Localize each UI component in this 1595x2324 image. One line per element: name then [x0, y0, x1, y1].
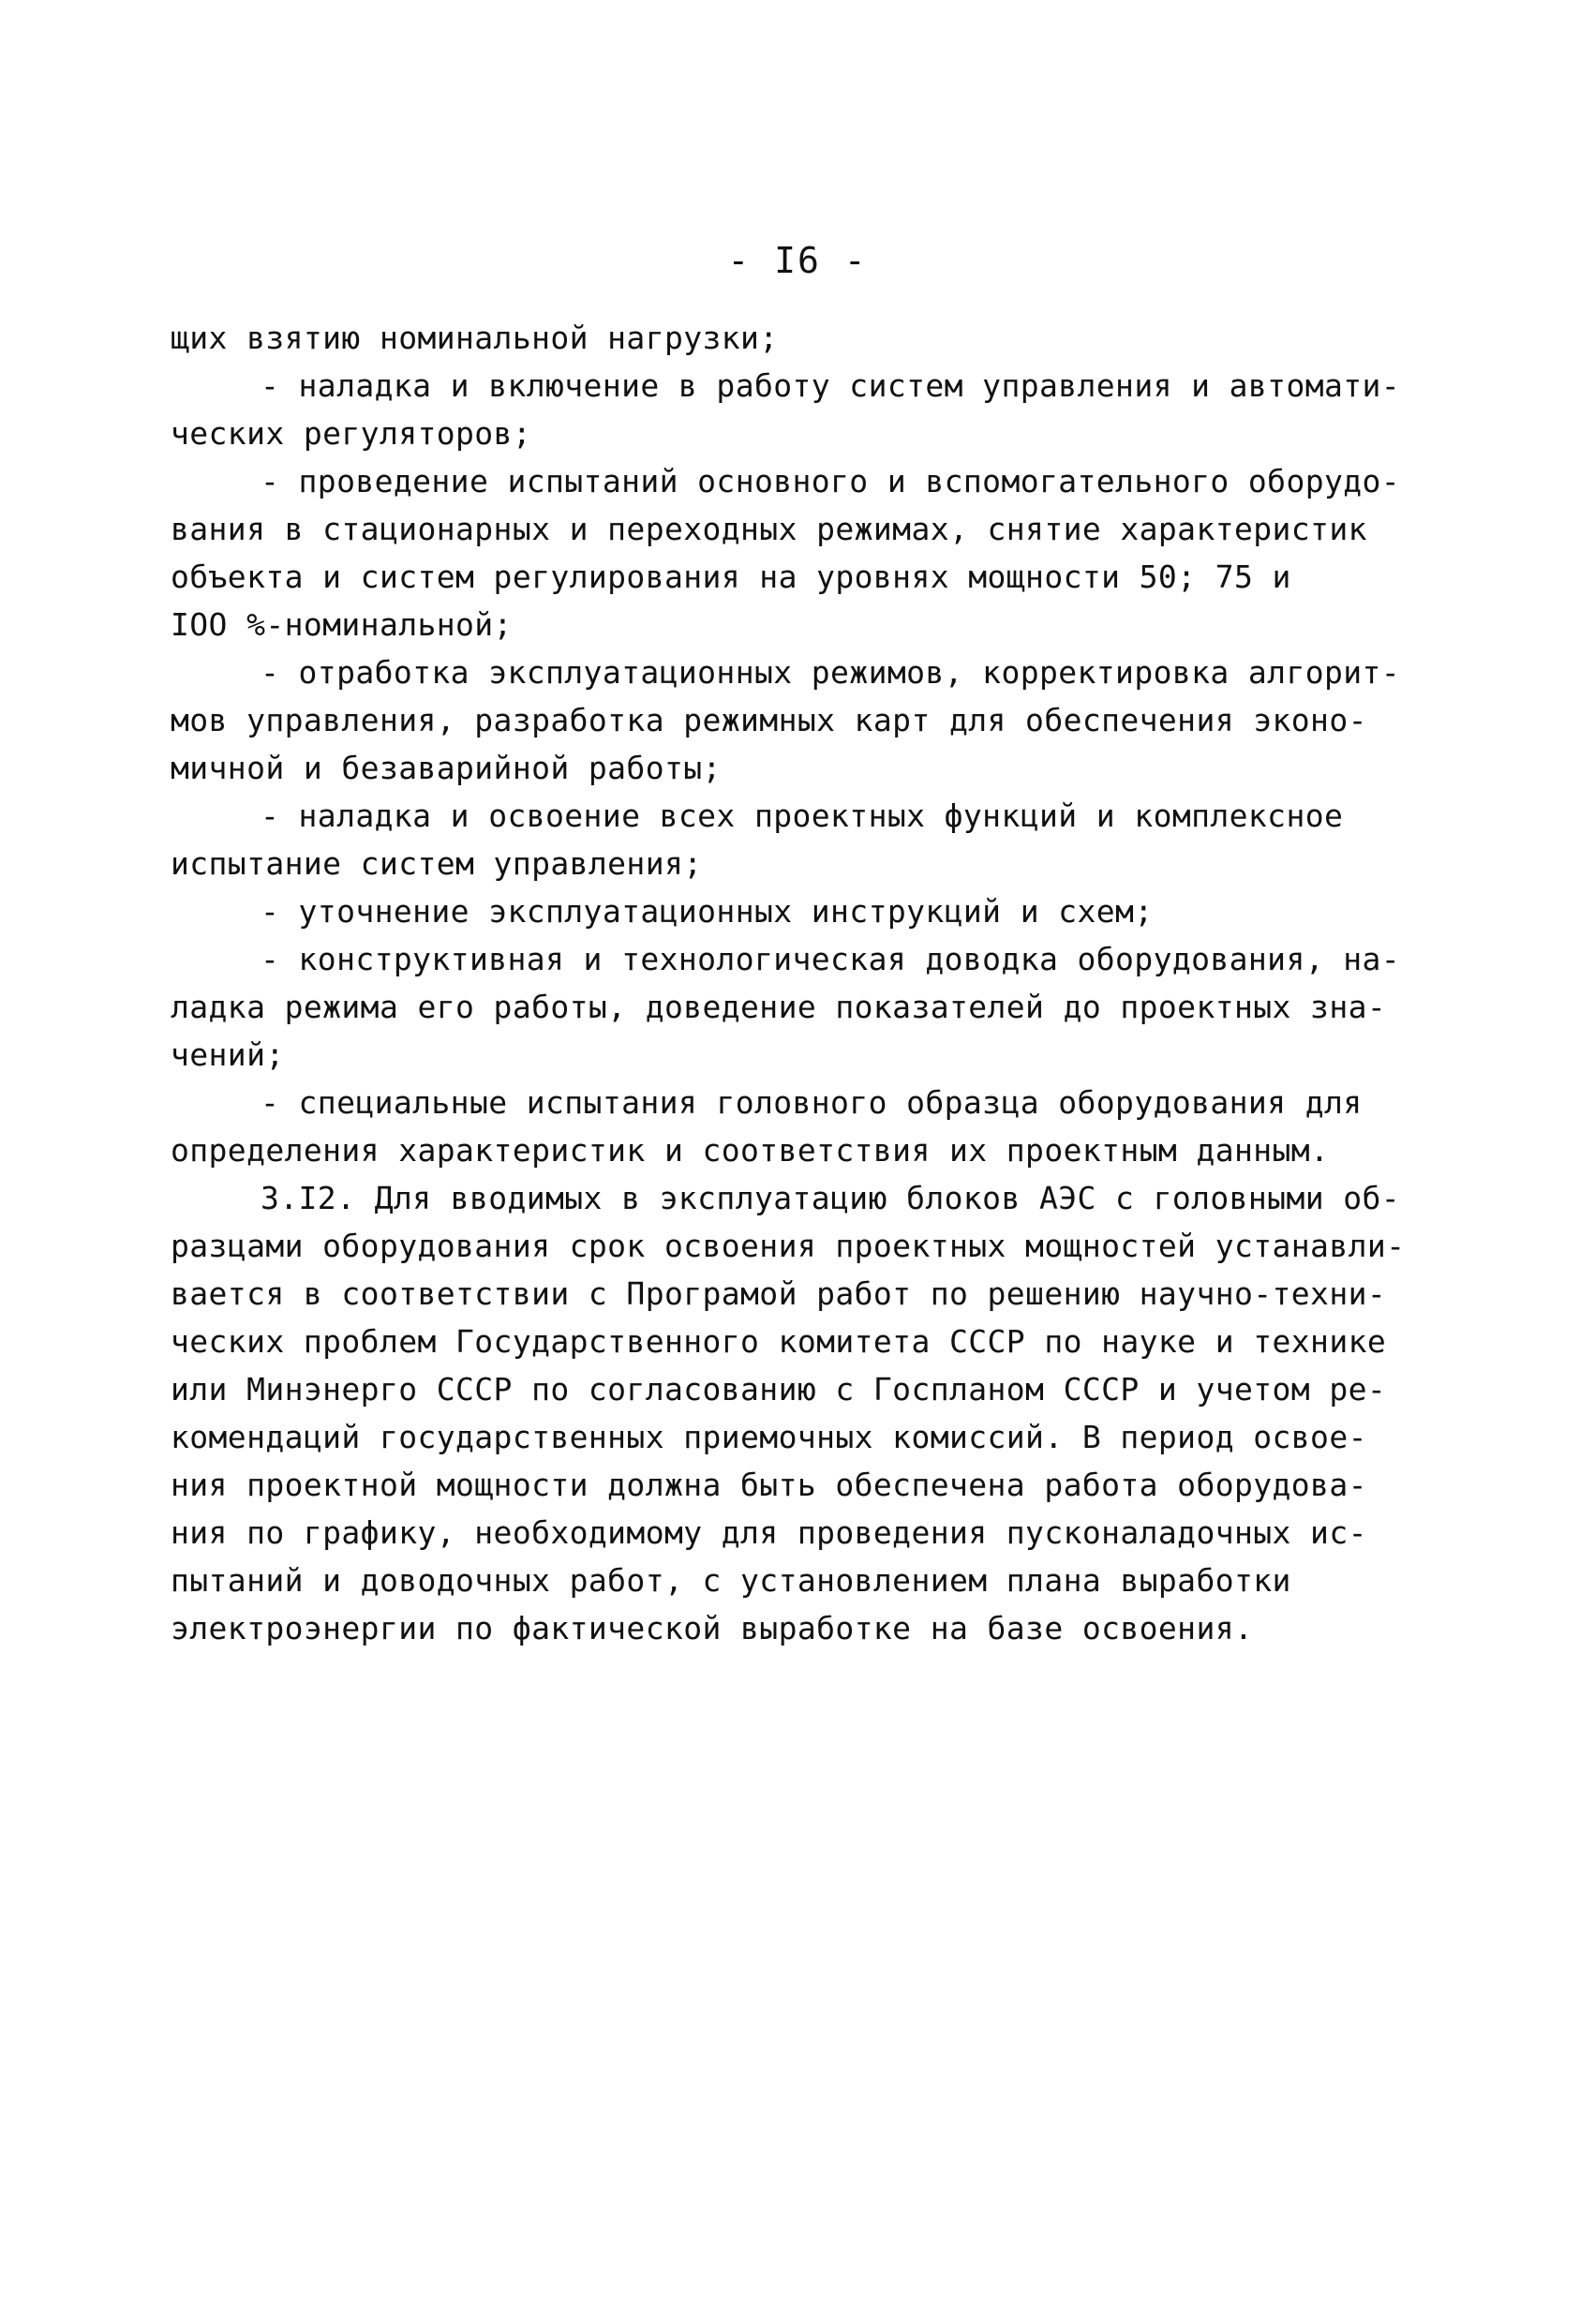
page-number: - I6 - — [727, 240, 868, 281]
text-line: - наладка и освоение всех проектных функций и комплексное — [261, 797, 1344, 834]
text-line: IOO %-номинальной; — [171, 606, 513, 643]
text-line: разцами оборудования срок освоения проектных мощностей устанавли- — [171, 1228, 1406, 1264]
text-line: вания в стационарных и переходных режимах, снятие характеристик — [171, 511, 1367, 547]
text-line: ния проектной мощности должна быть обеспечена работа оборудова- — [171, 1467, 1367, 1503]
text-line: комендаций государственных приемочных комиссий. В период освое- — [171, 1419, 1367, 1455]
text-line: мичной и безаварийной работы; — [171, 750, 722, 786]
text-line: ческих проблем Государственного комитета СССР по науке и технике — [171, 1323, 1387, 1360]
text-line: - отработка эксплуатационных режимов, корректировка алгорит- — [261, 654, 1401, 691]
text-line: - уточнение эксплуатационных инструкций и схем; — [261, 893, 1154, 930]
text-line: электроэнергии по фактической выработке на базе освоения. — [171, 1610, 1254, 1646]
text-line: вается в соответствии с Програмой работ по решению научно-техни- — [171, 1275, 1387, 1312]
body-text — [171, 314, 1454, 1652]
text-line: мов управления, разработка режимных карт для обеспечения эконо- — [171, 702, 1367, 738]
text-line: - конструктивная и технологическая доводка оборудования, на- — [261, 941, 1401, 977]
text-line: ладка режима его работы, доведение показателей до проектных зна- — [171, 989, 1387, 1025]
text-line: - проведение испытаний основного и вспомогательного оборудо- — [261, 463, 1401, 499]
text-line: - наладка и включение в работу систем управления и автомати- — [261, 367, 1401, 404]
text-line: ческих регуляторов; — [171, 415, 532, 452]
text-line: определения характеристик и соответствия их проектным данным. — [171, 1132, 1330, 1169]
text-line: объекта и систем регулирования на уровнях мощности 50; 75 и — [171, 559, 1291, 595]
text-line: испытание систем управления; — [171, 845, 703, 882]
text-line: пытаний и доводочных работ, с установлением плана выработки — [171, 1562, 1291, 1599]
text-line: или Минэнерго СССР по согласованию с Госпланом СССР и учетом ре- — [171, 1371, 1387, 1408]
text-line: - специальные испытания головного образца оборудования для — [261, 1084, 1363, 1121]
text-line: чений; — [171, 1036, 285, 1073]
text-line: 3.I2. Для вводимых в эксплуатацию блоков АЭС с головными об- — [261, 1180, 1401, 1216]
text-line: ния по графику, необходимому для проведения пусконаладочных ис- — [171, 1514, 1367, 1551]
text-line: щих взятию номинальной нагрузки; — [171, 320, 779, 356]
